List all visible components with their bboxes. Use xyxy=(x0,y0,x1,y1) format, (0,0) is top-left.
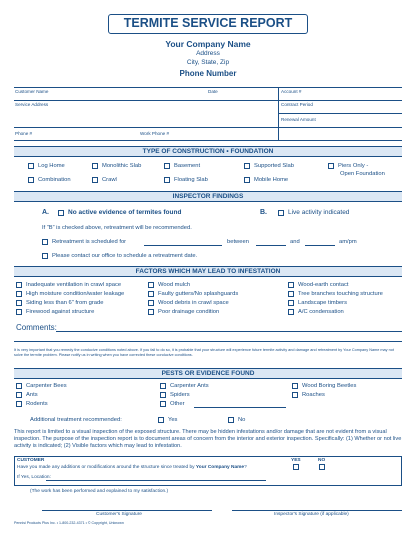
checkbox[interactable] xyxy=(16,401,22,407)
construction-heading: TYPE OF CONSTRUCTION • FOUNDATION xyxy=(14,146,402,157)
contact-office[interactable]: Please contact our office to schedule a retreatment date. xyxy=(42,253,197,259)
pest-spiders[interactable]: Spiders xyxy=(160,392,190,398)
checkbox[interactable] xyxy=(244,163,250,169)
company-phone: Phone Number xyxy=(179,69,237,78)
comments-line-1[interactable] xyxy=(56,331,402,332)
factor-wood-earth[interactable]: Wood-earth contact xyxy=(288,282,348,288)
checkbox[interactable] xyxy=(148,291,154,297)
checkbox[interactable] xyxy=(148,300,154,306)
service-address-label: Service Address xyxy=(15,102,49,107)
between-label: between xyxy=(227,239,249,245)
checkbox[interactable] xyxy=(160,392,166,398)
factor-siding[interactable]: Siding less than 6" from grade xyxy=(16,300,103,306)
checkbox[interactable] xyxy=(160,401,166,407)
pest-carpenter-ants[interactable]: Carpenter Ants xyxy=(160,383,209,389)
checkbox[interactable] xyxy=(16,383,22,389)
checkbox[interactable] xyxy=(328,163,334,169)
finding-a[interactable]: No active evidence of termites found xyxy=(58,209,181,216)
option-log-home[interactable]: Log Home xyxy=(28,163,65,169)
finding-b-letter: B. xyxy=(260,209,267,216)
info-rule-2 xyxy=(278,113,402,114)
finding-a-letter: A. xyxy=(42,209,49,216)
location-field[interactable] xyxy=(46,480,266,481)
customer-signature-label: Customer's Signature xyxy=(96,512,142,517)
option-crawl[interactable]: Crawl xyxy=(92,177,117,183)
info-rule-4 xyxy=(14,140,402,141)
pest-rodents[interactable]: Rodents xyxy=(16,401,48,407)
factors-heading: FACTORS WHICH MAY LEAD TO INFESTATION xyxy=(14,266,402,277)
info-top-rule xyxy=(14,87,402,88)
checkbox[interactable] xyxy=(16,282,22,288)
modification-yes-checkbox[interactable] xyxy=(293,464,299,470)
phone-label: Phone # xyxy=(15,131,33,136)
customer-no-header: NO xyxy=(318,458,326,463)
retreat-start-field[interactable] xyxy=(256,245,286,246)
renewal-amount-label: Renewal Amount xyxy=(281,117,316,122)
factor-drainage[interactable]: Poor drainage condition xyxy=(148,309,219,315)
checkbox[interactable] xyxy=(278,210,284,216)
customer-name-label: Customer Name xyxy=(15,89,49,94)
conducive-notice: It is very important that you remedy the conducive conditions noted above. If you fail to do so, it is probable that your structure will experience future termite activity and damage and retreatment by Your Company Name may not solve the termite problem. Please notify us in writing when you have corrected these conducive conditions. xyxy=(14,348,394,357)
checkbox[interactable] xyxy=(148,282,154,288)
additional-yes[interactable]: Yes xyxy=(158,417,177,423)
checkbox[interactable] xyxy=(92,177,98,183)
inspection-disclaimer: This report is limited to a visual inspection of the exposed structure. There may be hidden infestations and/or damage that are not evident from a visual inspection. The purpose of the inspection report is to document areas of concern from the interior and exterior inspection. Specifically: (1) Whether or not live activity is indicated; (2) Visible factors which may lead to infestation. xyxy=(14,429,402,450)
checkbox[interactable] xyxy=(16,300,22,306)
contract-period-label: Contract Period xyxy=(281,102,313,107)
option-piers-only[interactable]: Piers Only - xyxy=(328,163,368,169)
pest-other-field[interactable] xyxy=(194,407,286,408)
footer-printer: Pennisi Products Plus Inc. • 1-800-232-4371 • © Copyright, Unknown xyxy=(14,521,124,525)
findings-heading: INSPECTOR FINDINGS xyxy=(14,191,402,202)
additional-treatment-label: Additional treatment recommended: xyxy=(30,417,122,423)
comments-label: Comments: xyxy=(16,323,57,332)
factor-tree-branches[interactable]: Tree branches touching structure xyxy=(288,291,383,297)
factor-firewood[interactable]: Firewood against structure xyxy=(16,309,94,315)
checkbox[interactable] xyxy=(288,300,294,306)
company-city: City, State, Zip xyxy=(186,59,230,66)
option-mobile-home[interactable]: Mobile Home xyxy=(244,177,288,183)
pest-ants[interactable]: Ants xyxy=(16,392,38,398)
work-statement: (The work has been performed and explained to my satisfaction.) xyxy=(30,489,169,494)
customer-signature-line[interactable] xyxy=(42,510,212,511)
option-supported-slab[interactable]: Supported Slab xyxy=(244,163,294,169)
checkbox[interactable] xyxy=(292,392,298,398)
checkbox[interactable] xyxy=(228,417,234,423)
pest-roaches[interactable]: Roaches xyxy=(292,392,325,398)
report-title: TERMITE SERVICE REPORT xyxy=(108,14,308,34)
checkbox[interactable] xyxy=(16,291,22,297)
checkbox[interactable] xyxy=(28,163,34,169)
inspector-signature-line[interactable] xyxy=(232,510,402,511)
piers-line-2: Open Foundation xyxy=(340,171,385,177)
additional-no[interactable]: No xyxy=(228,417,245,423)
checkbox[interactable] xyxy=(58,210,64,216)
comments-line-2[interactable] xyxy=(14,341,402,342)
option-basement[interactable]: Basement xyxy=(164,163,200,169)
pests-heading: PESTS OR EVIDENCE FOUND xyxy=(14,368,402,379)
checkbox[interactable] xyxy=(244,177,250,183)
option-combination[interactable]: Combination xyxy=(28,177,71,183)
factor-wood-mulch[interactable]: Wood mulch xyxy=(148,282,190,288)
pest-wood-boring-beetles[interactable]: Wood Boring Beetles xyxy=(292,383,356,389)
checkbox[interactable] xyxy=(288,291,294,297)
checkbox[interactable] xyxy=(42,239,48,245)
checkbox[interactable] xyxy=(292,383,298,389)
checkbox[interactable] xyxy=(148,309,154,315)
finding-b[interactable]: Live activity indicated xyxy=(278,209,349,216)
factor-wood-debris[interactable]: Wood debris in crawl space xyxy=(148,300,229,306)
checkbox[interactable] xyxy=(16,392,22,398)
retreat-date-field[interactable] xyxy=(144,245,222,246)
info-divider xyxy=(278,87,279,140)
option-monolithic-slab[interactable]: Monolithic Slab xyxy=(92,163,141,169)
option-floating-slab[interactable]: Floating Slab xyxy=(164,177,208,183)
checkbox[interactable] xyxy=(42,253,48,259)
checkbox[interactable] xyxy=(164,163,170,169)
ampm-label: am/pm xyxy=(339,239,357,245)
date-label: Date xyxy=(208,89,218,94)
and-label: and xyxy=(290,239,300,245)
info-rule-3 xyxy=(14,127,402,128)
modification-no-checkbox[interactable] xyxy=(319,464,325,470)
factor-ventilation[interactable]: Inadequate ventilation in crawl space xyxy=(16,282,121,288)
company-address: Address xyxy=(196,50,220,57)
company-name: Your Company Name xyxy=(165,39,251,49)
checkbox[interactable] xyxy=(160,383,166,389)
checkbox[interactable] xyxy=(28,177,34,183)
checkbox[interactable] xyxy=(158,417,164,423)
if-yes-location-label: If Yes, Location: xyxy=(17,475,51,480)
customer-box xyxy=(14,456,402,486)
modification-question: Have you made any additions or modifications around the structure since treated by Your Company Name? xyxy=(17,465,247,470)
work-phone-label: Work Phone # xyxy=(140,131,170,136)
if-b-note: If “B” is checked above, retreatment will be recommended. xyxy=(42,225,192,231)
pest-carpenter-bees[interactable]: Carpenter Bees xyxy=(16,383,67,389)
retreatment-scheduled[interactable]: Retreatment is scheduled for xyxy=(42,239,126,245)
info-rule-1 xyxy=(14,100,402,101)
checkbox[interactable] xyxy=(288,282,294,288)
customer-yes-header: YES xyxy=(291,458,301,463)
checkbox[interactable] xyxy=(288,309,294,315)
checkbox[interactable] xyxy=(92,163,98,169)
pest-other[interactable]: Other xyxy=(160,401,185,407)
factor-landscape-timbers[interactable]: Landscape timbers xyxy=(288,300,347,306)
retreat-end-field[interactable] xyxy=(305,245,335,246)
factor-moisture[interactable]: High moisture condition/water leakage xyxy=(16,291,124,297)
customer-heading: CUSTOMER xyxy=(17,458,45,463)
checkbox[interactable] xyxy=(16,309,22,315)
factor-gutters[interactable]: Faulty gutters/No splashguards xyxy=(148,291,238,297)
inspector-signature-label: Inspector's Signature (if applicable) xyxy=(274,512,349,517)
account-label: Account # xyxy=(281,89,302,94)
factor-ac-condensation[interactable]: A/C condensation xyxy=(288,309,344,315)
checkbox[interactable] xyxy=(164,177,170,183)
